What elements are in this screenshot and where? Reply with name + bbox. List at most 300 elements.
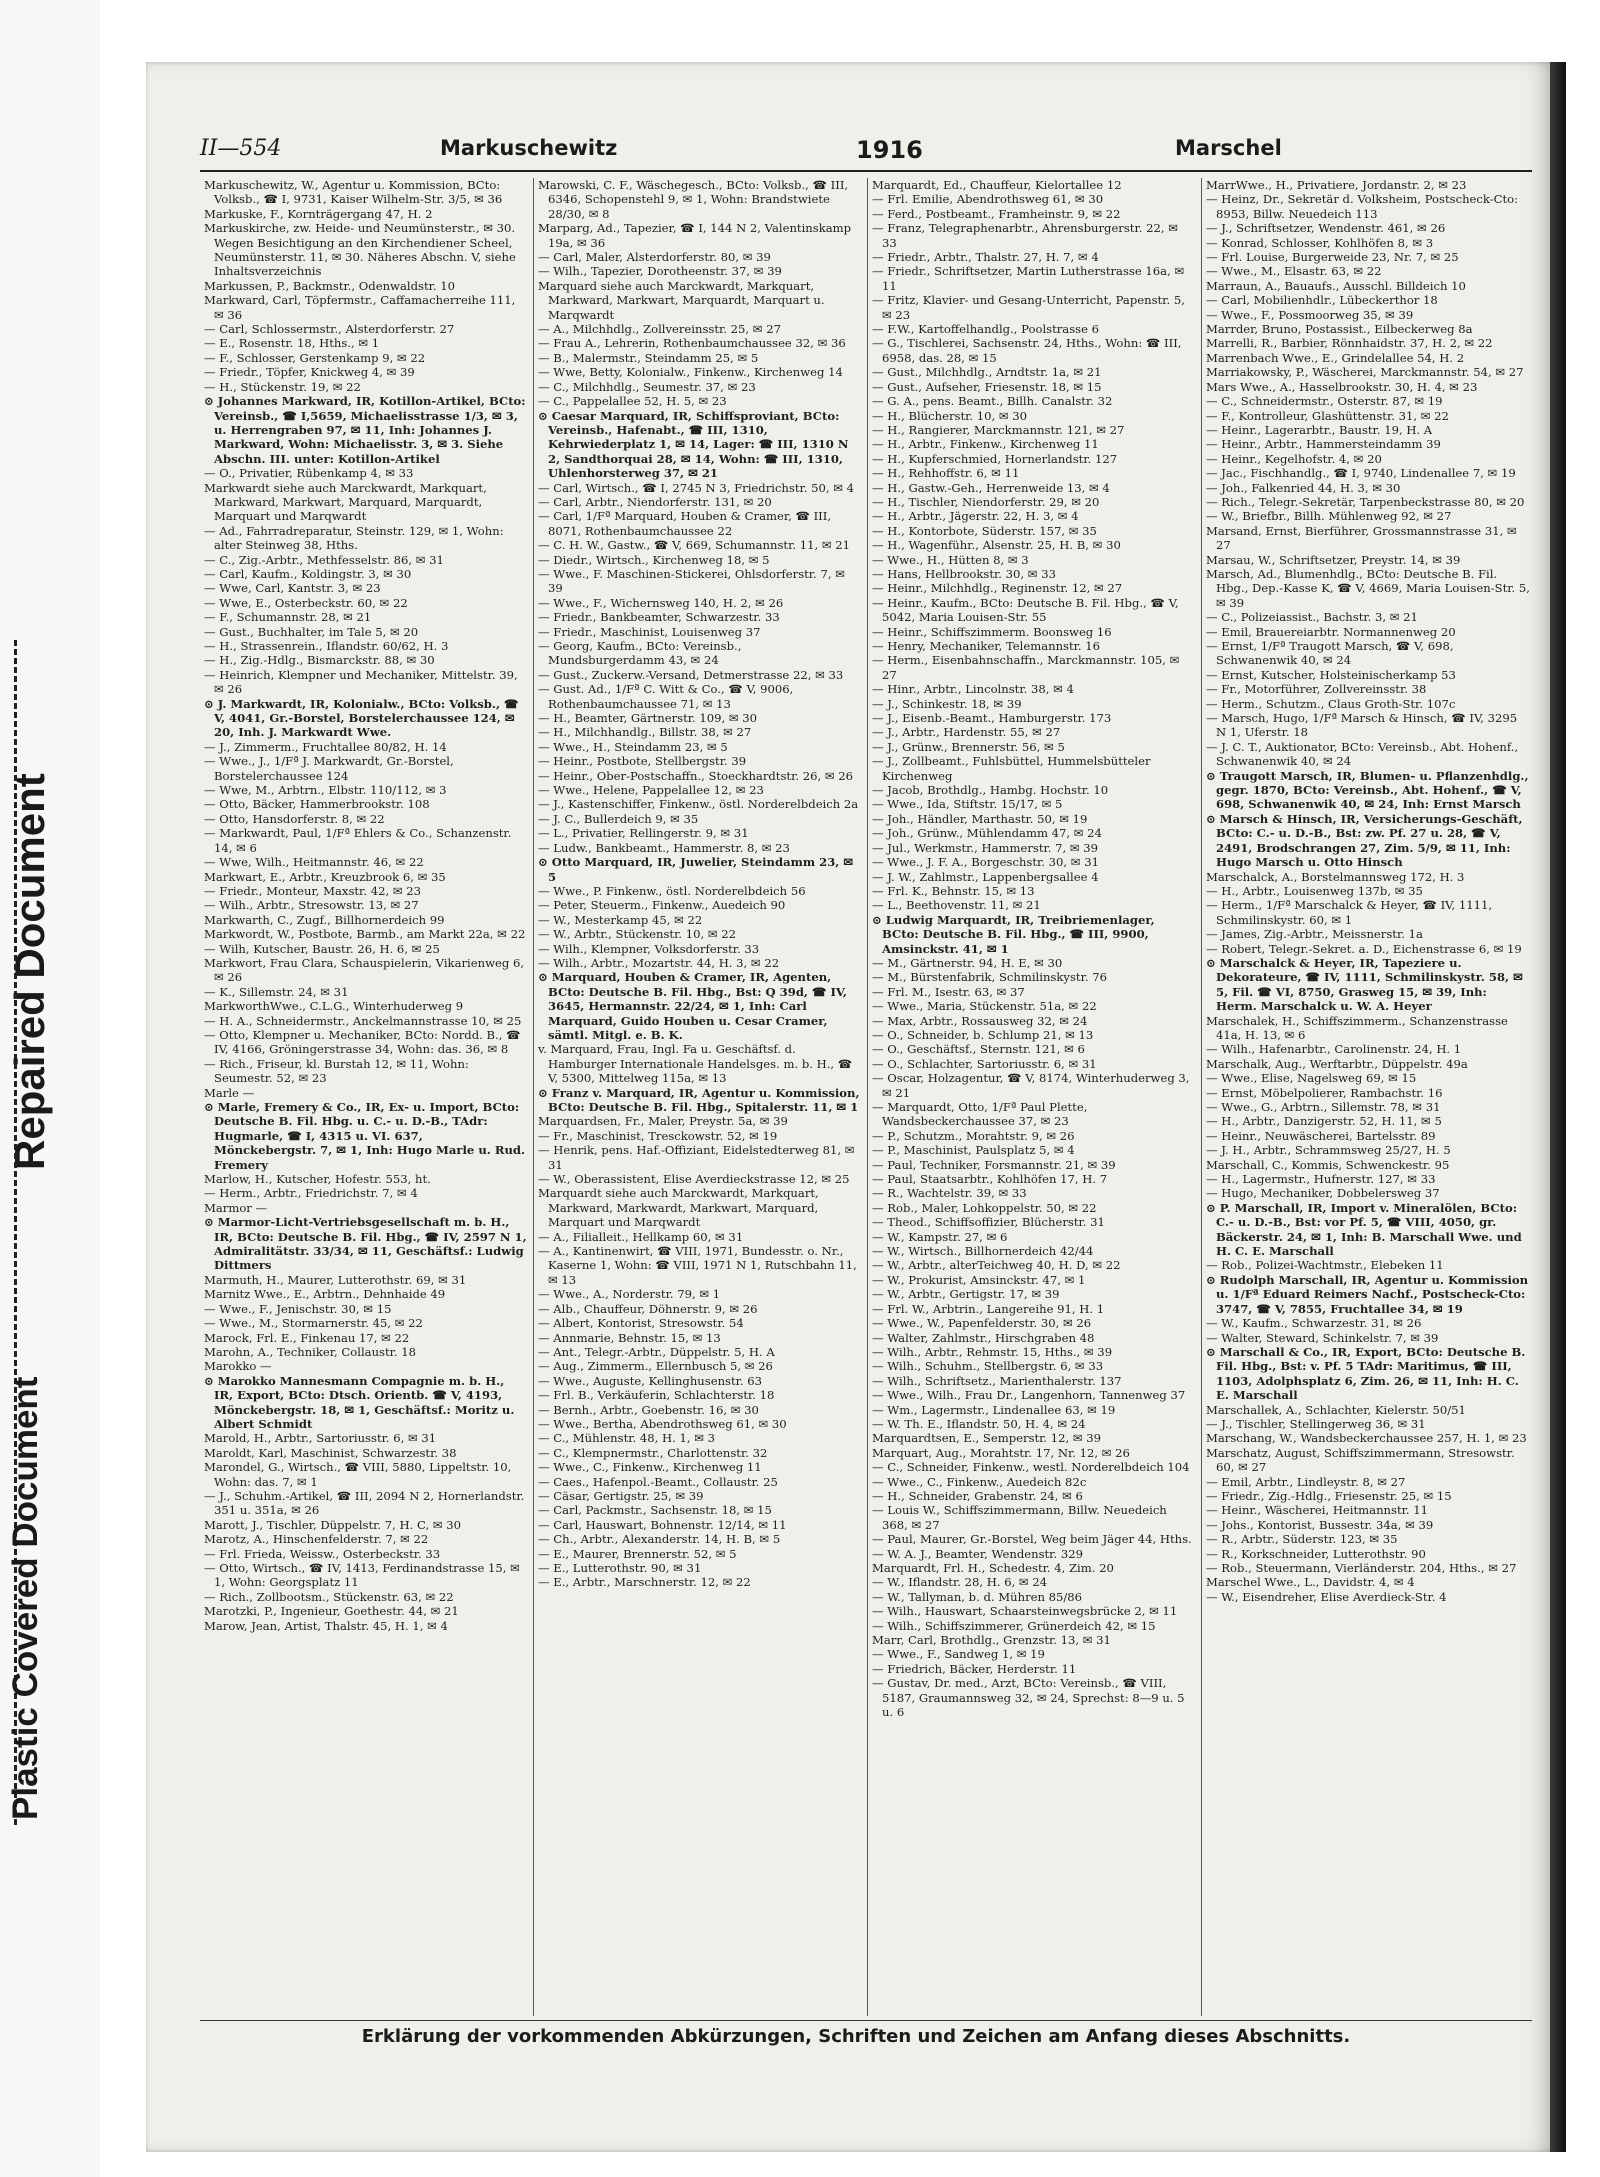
directory-entry: ⊙ Franz v. Marquard, IR, Agentur u. Kommission, BCto: Deutsche B. Fil. Hbg., Spitalerstr. 11, ✉ 1 <box>538 1085 860 1114</box>
directory-entry: — Wilh., Hauswart, Schaarsteinwegsbrücke 2, ✉ 11 <box>872 1604 1178 1619</box>
directory-entry: — J., Schuhm.-Artikel, ☎ III, 2094 N 2, Hornerlandstr. 351 u. 351a, ✉ 26 <box>204 1488 525 1518</box>
directory-entry: — Wwe., P. Finkenw., östl. Norderelbdeich 56 <box>538 883 806 898</box>
directory-entry: — H., Kupferschmied, Hornerlandstr. 127 <box>872 451 1118 466</box>
directory-entry: — Annmarie, Behnstr. 15, ✉ 13 <box>538 1330 721 1345</box>
directory-entry: — Wwe., F., Possmoorweg 35, ✉ 39 <box>1206 307 1414 322</box>
directory-entry: — Rob., Steuermann, Vierländerstr. 204, Hths., ✉ 27 <box>1206 1561 1517 1575</box>
header-rule <box>200 170 1532 172</box>
directory-entry: — C., Polizeiassist., Bachstr. 3, ✉ 21 <box>1206 610 1418 625</box>
directory-entry: — W., Briefbr., Billh. Mühlenweg 92, ✉ 27 <box>1206 509 1452 524</box>
directory-entry: — Otto, Wirtsch., ☎ IV, 1413, Ferdinandstrasse 15, ✉ 1, Wohn: Georgsplatz 11 <box>204 1561 520 1590</box>
directory-entry: — C., Schneider, Finkenw., westl. Norderelbdeich 104 <box>872 1460 1190 1475</box>
directory-entry: — C., Milchhdlg., Seumestr. 37, ✉ 23 <box>538 379 756 394</box>
directory-entry: — J., Schinkestr. 18, ✉ 39 <box>872 696 1022 711</box>
directory-entry: — Carl, Schlossermstr., Alsterdorferstr. 27 <box>204 322 455 337</box>
directory-entry: — Heinr., Kegelhofstr. 4, ✉ 20 <box>1206 451 1382 466</box>
directory-entry: — Wilh., Arbtr., Stresowstr. 13, ✉ 27 <box>204 898 419 913</box>
last-entry-word: Marschel <box>1175 136 1282 160</box>
directory-entry: ⊙ Marschall & Co., IR, Export, BCto: Deutsche B. Fil. Hbg., Bst: v. Pf. 5 TAdr: Maritimus, ☎ III, 1103, Adolphsplatz 6, Zim. 26, ✉ 11, Inh: H. C. E. Marschall <box>1206 1344 1526 1403</box>
first-entry-word: Markuschewitz <box>440 136 618 160</box>
directory-entry: — Heinr., Arbtr., Hammersteindamm 39 <box>1206 437 1441 452</box>
directory-entry: — R., Korkschneider, Lutterothstr. 90 <box>1206 1546 1426 1561</box>
directory-entry: — Carl, Mobilienhdlr., Lübeckerthor 18 <box>1206 293 1438 308</box>
directory-entry: — Wwe., J. F. A., Borgeschstr. 30, ✉ 31 <box>872 855 1099 870</box>
footer-rule <box>200 2020 1532 2021</box>
directory-column-2 <box>534 178 868 2016</box>
directory-entry: Marohn, A., Techniker, Collaustr. 18 <box>204 1344 417 1359</box>
directory-entry: Markwort, Frau Clara, Schauspielerin, Vikarienweg 6, ✉ 26 <box>204 955 525 985</box>
directory-entry: — W., Wirtsch., Billhornerdeich 42/44 <box>872 1244 1094 1259</box>
directory-entry: — Wwe., Ida, Stiftstr. 15/17, ✉ 5 <box>872 797 1063 812</box>
directory-entry: — Wilh., Klempner, Volksdorferstr. 33 <box>538 941 760 956</box>
directory-entry: — H., Rehhoffstr. 6, ✉ 11 <box>872 466 1020 481</box>
directory-entry: — J. W., Zahlmstr., Lappenbergsallee 4 <box>872 869 1099 884</box>
directory-entry: — James, Zig.-Arbtr., Meissnerstr. 1a <box>1206 927 1423 942</box>
directory-entry: — Wwe., F., Jenischstr. 30, ✉ 15 <box>204 1301 392 1316</box>
directory-entry: — Frl. K., Behnstr. 15, ✉ 13 <box>872 883 1035 898</box>
directory-entry: — H., Zig.-Hdlg., Bismarckstr. 88, ✉ 30 <box>204 653 435 668</box>
directory-entry: MarrWwe., H., Privatiere, Jordanstr. 2, ✉ 23 <box>1206 178 1467 192</box>
directory-entry: — Gust. Ad., 1/Fª C. Witt & Co., ☎ V, 9006, Rothenbaumchaussee 71, ✉ 13 <box>538 682 794 711</box>
directory-entry: ⊙ Caesar Marquard, IR, Schiffsproviant, BCto: Vereinsb., Hafenabt., ☎ III, 1310, Kehrwiederplatz 1, ✉ 14, Lager: ☎ III, 1310 N 2, Sandthorquai 28, ✉ 14, Wohn: ☎ III, 1310, Uhlenhorsterweg 37, ✉ 21 <box>538 408 849 481</box>
directory-entry: — Carl, Hauswart, Bohnenstr. 12/14, ✉ 11 <box>538 1517 787 1532</box>
directory-entry: — Ernst, Kutscher, Holsteinischerkamp 53 <box>1206 667 1456 682</box>
directory-entry: Marquard siehe auch Marckwardt, Markquart, Markward, Markwart, Marquardt, Marquart u. Marqwardt <box>538 278 825 322</box>
directory-entry: — C., Klempnermstr., Charlottenstr. 32 <box>538 1445 768 1460</box>
directory-entry: — O., Privatier, Rübenkamp 4, ✉ 33 <box>204 466 414 481</box>
directory-entry: — Fritz, Klavier- und Gesang-Unterricht, Papenstr. 5, ✉ 23 <box>872 293 1185 322</box>
directory-entry: — Wilh, Kutscher, Baustr. 26, H. 6, ✉ 25 <box>204 941 440 956</box>
directory-entry: — Wwe., F., Wichernsweg 140, H. 2, ✉ 26 <box>538 595 784 610</box>
directory-entry: Marrelli, R., Barbier, Rönnhaidstr. 37, H. 2, ✉ 22 <box>1206 336 1493 351</box>
directory-entry: Marriakowsky, P., Wäscherei, Marckmannstr. 54, ✉ 27 <box>1206 365 1524 380</box>
directory-entry: — Alb., Chauffeur, Döhnerstr. 9, ✉ 26 <box>538 1301 758 1316</box>
directory-entry: — C., Mühlenstr. 48, H. 1, ✉ 3 <box>538 1431 716 1446</box>
directory-entry: — Wwe., A., Norderstr. 79, ✉ 1 <box>538 1287 721 1302</box>
directory-entry: ⊙ Otto Marquard, IR, Juwelier, Steindamm 23, ✉ 5 <box>538 855 854 884</box>
directory-entry: — Frl. W., Arbtrin., Langereihe 91, H. 1 <box>872 1301 1105 1316</box>
directory-entry: — G., Tischlerei, Sachsenstr. 24, Hths., Wohn: ☎ III, 6958, das. 28, ✉ 15 <box>872 336 1182 365</box>
directory-entry: — W., Kaufm., Schwarzestr. 31, ✉ 26 <box>1206 1316 1422 1331</box>
directory-entry: — Oscar, Holzagentur, ☎ V, 8174, Winterhuderweg 3, ✉ 21 <box>872 1071 1190 1100</box>
directory-entry: — Frl. M., Isestr. 63, ✉ 37 <box>872 984 1025 999</box>
directory-entry: ⊙ J. Markwardt, IR, Kolonialw., BCto: Volksb., ☎ V, 4041, Gr.-Borstel, Borstelerchaussee 124, ✉ 20, Inh. J. Markwardt Wwe. <box>204 696 519 740</box>
directory-entry: — Rich., Zollbootsm., Stückenstr. 63, ✉ 22 <box>204 1589 454 1604</box>
directory-entry: — H., Schneider, Grabenstr. 24, ✉ 6 <box>872 1488 1083 1503</box>
directory-entry: Markuske, F., Kornträgergang 47, H. 2 <box>204 206 433 221</box>
directory-entry: — G. A., pens. Beamt., Billh. Canalstr. 32 <box>872 394 1113 409</box>
directory-entry: — Rob., Maler, Lohkoppelstr. 50, ✉ 22 <box>872 1200 1097 1215</box>
directory-entry: — Wwe, Wilh., Heitmannstr. 46, ✉ 22 <box>204 855 424 870</box>
directory-entry: — Cäsar, Gertigstr. 25, ✉ 39 <box>538 1488 704 1503</box>
directory-entry: — Wilh., Schriftsetz., Marienthalerstr. 137 <box>872 1373 1122 1388</box>
directory-entry: Marold, H., Arbtr., Sartoriusstr. 6, ✉ 31 <box>204 1431 437 1446</box>
directory-entry: — Wwe., H., Steindamm 23, ✉ 5 <box>538 739 728 754</box>
directory-entry: Markward, Carl, Töpfermstr., Caffamacherreihe 111, ✉ 36 <box>204 293 516 322</box>
directory-entry: — Wwe., G., Arbtrn., Sillemstr. 78, ✉ 31 <box>1206 1100 1441 1114</box>
directory-entry: Marsand, Ernst, Bierführer, Grossmannstrasse 31, ✉ 27 <box>1206 523 1517 553</box>
directory-entry: — Rich., Telegr.-Sekretär, Tarpenbeckstrasse 80, ✉ 20 <box>1206 494 1525 509</box>
scanned-page <box>146 62 1566 2152</box>
directory-entry: ⊙ Rudolph Marschall, IR, Agentur u. Kommission u. 1/Fª Eduard Reimers Nachf., Postscheck-Cto: 3747, ☎ V, 7855, Fruchtallee 34, ✉ 19 <box>1206 1272 1529 1316</box>
directory-entry: — A., Filialleit., Hellkamp 60, ✉ 31 <box>538 1229 744 1244</box>
directory-entry: — E., Lutterothstr. 90, ✉ 31 <box>538 1561 702 1575</box>
directory-entry: — Wwe., Bertha, Abendrothsweg 61, ✉ 30 <box>538 1416 787 1431</box>
directory-entry: — W., Prokurist, Amsinckstr. 47, ✉ 1 <box>872 1272 1086 1287</box>
directory-entry: — Walter, Zahlmstr., Hirschgraben 48 <box>872 1330 1095 1345</box>
directory-entry: — Carl, Maler, Alsterdorferstr. 80, ✉ 39 <box>538 250 771 265</box>
directory-entry: Mars Wwe., A., Hasselbrookstr. 30, H. 4, ✉ 23 <box>1206 379 1478 394</box>
directory-entry: — Wilh., Arbtr., Mozartstr. 44, H. 3, ✉ 22 <box>538 955 780 970</box>
directory-entry: — Ad., Fahrradreparatur, Steinstr. 129, ✉ 1, Wohn: alter Steinweg 38, Hths. <box>204 523 504 553</box>
directory-entry: — H., Gastw.-Geh., Herrenweide 13, ✉ 4 <box>872 480 1110 495</box>
directory-entry: — J., Zimmerm., Fruchtallee 80/82, H. 14 <box>204 739 447 754</box>
directory-entry: — Wwe., M., Elsastr. 63, ✉ 22 <box>1206 264 1382 279</box>
directory-entry: — W., Kampstr. 27, ✉ 6 <box>872 1229 1008 1244</box>
directory-entry: — Frl. Louise, Burgerweide 23, Nr. 7, ✉ 25 <box>1206 250 1459 265</box>
directory-entry: — C., Pappelallee 52, H. 5, ✉ 23 <box>538 394 727 409</box>
directory-entry: — C., Zig.-Arbtr., Methfesselstr. 86, ✉ 31 <box>204 552 444 567</box>
directory-entry: — J., Schriftsetzer, Wendenstr. 461, ✉ 26 <box>1206 221 1446 236</box>
directory-entry: Marokko — <box>204 1359 272 1374</box>
directory-entry: — Fr., Maschinist, Tresckowstr. 52, ✉ 19 <box>538 1128 778 1143</box>
directory-entry: — Heinr., Schiffszimmerm. Boonsweg 16 <box>872 624 1112 639</box>
repaired-document-label: Repaired Document <box>6 773 53 1170</box>
directory-entry: Marnitz Wwe., E., Arbtrn., Dehnhaide 49 <box>204 1287 446 1302</box>
directory-entry: Marr, Carl, Brothdlg., Grenzstr. 13, ✉ 31 <box>872 1633 1111 1648</box>
directory-entry: — H., Stückenstr. 19, ✉ 22 <box>204 379 361 394</box>
directory-entry: — Wilh., Hafenarbtr., Carolinenstr. 24, H. 1 <box>1206 1042 1462 1057</box>
directory-entry: — Friedr., Bankbeamter, Schwarzestr. 33 <box>538 610 780 625</box>
directory-entry: Marow, Jean, Artist, Thalstr. 45, H. 1, ✉ 4 <box>204 1618 448 1633</box>
directory-entry: Markuschewitz, W., Agentur u. Kommission, BCto: Volksb., ☎ I, 9731, Kaiser Wilhelm-Str. 3/5, ✉ 36 <box>204 178 503 207</box>
directory-entry: — J., Zollbeamt., Fuhlsbüttel, Hummelsbütteler Kirchenweg <box>872 754 1151 783</box>
directory-entry: — W., Arbtr., Gertigstr. 17, ✉ 39 <box>872 1287 1060 1302</box>
directory-entry: — Gust., Buchhalter, im Tale 5, ✉ 20 <box>204 624 419 639</box>
directory-entry: — W. A. J., Beamter, Wendenstr. 329 <box>872 1546 1083 1561</box>
directory-entry: — Wilh., Tapezier, Dorotheenstr. 37, ✉ 39 <box>538 264 782 279</box>
directory-entry: — Otto, Bäcker, Hammerbrookstr. 108 <box>204 797 430 812</box>
directory-entry: Markwardt siehe auch Marckwardt, Markquart, Markward, Markwart, Marquard, Marquardt, Marquart und Marqwardt <box>204 480 487 524</box>
directory-entry: — J. C. T., Auktionator, BCto: Vereinsb., Abt. Hohenf., Schwanenwik 40, ✉ 24 <box>1206 739 1519 769</box>
directory-entry: — K., Sillemstr. 24, ✉ 31 <box>204 984 349 999</box>
directory-entry: — F., Kontrolleur, Glashüttenstr. 31, ✉ 22 <box>1206 408 1449 423</box>
directory-entry: — Joh., Grünw., Mühlendamm 47, ✉ 24 <box>872 826 1102 841</box>
directory-entry: — C. H. W., Gastw., ☎ V, 669, Schumannstr. 11, ✉ 21 <box>538 538 850 553</box>
directory-entry: — Carl, Kaufm., Koldingstr. 3, ✉ 30 <box>204 566 412 581</box>
directory-entry: Marschalck, A., Borstelmannsweg 172, H. 3 <box>1206 869 1465 884</box>
directory-entry: — Hugo, Mechaniker, Dobbelersweg 37 <box>1206 1186 1440 1201</box>
directory-entry: — H. A., Schneidermstr., Anckelmannstrasse 10, ✉ 25 <box>204 1013 522 1028</box>
directory-entry: — R., Arbtr., Süderstr. 123, ✉ 35 <box>1206 1532 1398 1547</box>
directory-entry: — Friedr., Monteur, Maxstr. 42, ✉ 23 <box>204 883 421 898</box>
directory-entry: — H., Strassenrein., Iflandstr. 60/62, H. 3 <box>204 639 449 653</box>
directory-entry: — M., Gärtnerstr. 94, H. E, ✉ 30 <box>872 955 1063 970</box>
directory-entry: — Heinr., Kaufm., BCto: Deutsche B. Fil. Hbg., ☎ V, 5042, Maria Louisen-Str. 55 <box>872 595 1179 625</box>
directory-entry: Marparg, Ad., Tapezier, ☎ I, 144 N 2, Valentinskamp 19a, ✉ 36 <box>538 221 852 250</box>
directory-entry: — Paul, Techniker, Forsmannstr. 21, ✉ 39 <box>872 1157 1116 1172</box>
directory-entry: — O., Schneider, b. Schlump 21, ✉ 13 <box>872 1027 1094 1042</box>
directory-entry: Markwordt, W., Postbote, Barmb., am Markt 22a, ✉ 22 <box>204 927 526 942</box>
directory-entry: — Jac., Fischhandlg., ☎ I, 9740, Lindenallee 7, ✉ 19 <box>1206 466 1516 481</box>
directory-entry: — Emil, Arbtr., Lindleystr. 8, ✉ 27 <box>1206 1474 1406 1489</box>
directory-entry: — R., Wachtelstr. 39, ✉ 33 <box>872 1186 1027 1201</box>
page-header <box>200 136 1528 170</box>
directory-entry: — H., Blücherstr. 10, ✉ 30 <box>872 408 1028 423</box>
directory-entry: Marsch, Ad., Blumenhdlg., BCto: Deutsche B. Fil. Hbg., Dep.-Kasse K, ☎ V, 4669, Maria Louisen-Str. 5, ✉ 39 <box>1206 566 1530 610</box>
directory-entry: — Wm., Lagermstr., Lindenallee 63, ✉ 19 <box>872 1402 1116 1417</box>
directory-entry: — Aug., Zimmerm., Ellernbusch 5, ✉ 26 <box>538 1359 773 1374</box>
directory-entry: — J., Arbtr., Hardenstr. 55, ✉ 27 <box>872 725 1061 740</box>
directory-entry: — Friedr., Töpfer, Knickweg 4, ✉ 39 <box>204 365 415 380</box>
directory-entry: — A., Kantinenwirt, ☎ VIII, 1971, Bundesstr. o. Nr., Kaserne 1, Wohn: ☎ VIII, 1971 N 1, Rutschbahn 11, ✉ 13 <box>538 1244 857 1287</box>
directory-entry: — W., Iflandstr. 28, H. 6, ✉ 24 <box>872 1575 1048 1590</box>
directory-entry: — Theod., Schiffsoffizier, Blücherstr. 31 <box>872 1215 1105 1230</box>
directory-entry: — Heinr., Postbote, Stellbergstr. 39 <box>538 754 747 769</box>
directory-entry: — W., Tallyman, b. d. Mühren 85/86 <box>872 1589 1083 1604</box>
directory-entry: — Herm., Arbtr., Friedrichstr. 7, ✉ 4 <box>204 1186 418 1201</box>
directory-entry: — F., Schumannstr. 28, ✉ 21 <box>204 610 372 625</box>
directory-entry: Marmuth, H., Maurer, Lutterothstr. 69, ✉ 31 <box>204 1272 467 1287</box>
directory-entry: — Friedrich, Bäcker, Herderstr. 11 <box>872 1661 1077 1676</box>
directory-entry: Marmor — <box>204 1200 268 1215</box>
directory-entry: Marlow, H., Kutscher, Hofestr. 553, ht. <box>204 1172 431 1187</box>
directory-entry: — O., Geschäftsf., Sternstr. 121, ✉ 6 <box>872 1042 1085 1057</box>
directory-entry: — Joh., Händler, Marthastr. 50, ✉ 19 <box>872 811 1088 826</box>
directory-entry: — H., Arbtr., Louisenweg 137b, ✉ 35 <box>1206 883 1423 898</box>
directory-entry: Markussen, P., Backmstr., Odenwaldstr. 10 <box>204 278 456 293</box>
directory-entry: — Wwe., F. Maschinen-Stickerei, Ohlsdorferstr. 7, ✉ 39 <box>538 566 845 596</box>
directory-entry: — P., Schutzm., Morahtstr. 9, ✉ 26 <box>872 1128 1075 1143</box>
directory-entry: — Friedr., Zig.-Hdlg., Friesenstr. 25, ✉ 15 <box>1206 1488 1452 1503</box>
directory-entry: Marquardt, Ed., Chauffeur, Kielortallee 12 <box>872 178 1122 192</box>
directory-entry: — Wwe., J., 1/Fª J. Markwardt, Gr.-Borstel, Borstelerchaussee 124 <box>204 754 454 783</box>
directory-entry: — B., Malermstr., Steindamm 25, ✉ 5 <box>538 350 759 365</box>
directory-entry: — Walter, Steward, Schinkelstr. 7, ✉ 39 <box>1206 1330 1439 1345</box>
directory-entry: — Herm., Eisenbahnschaffn., Marckmannstr. 105, ✉ 27 <box>872 653 1180 682</box>
directory-entry: Marquart, Aug., Morahtstr. 17, Nr. 12, ✉ 26 <box>872 1445 1130 1460</box>
directory-entry: — Friedr., Maschinist, Louisenweg 37 <box>538 624 761 639</box>
directory-entry: — Wwe., C., Finkenw., Kirchenweg 11 <box>538 1460 762 1475</box>
directory-entry: — Diedr., Wirtsch., Kirchenweg 18, ✉ 5 <box>538 552 770 567</box>
directory-entry: — Ch., Arbtr., Alexanderstr. 14, H. B, ✉ 5 <box>538 1532 781 1547</box>
directory-entry: — H., Beamter, Gärtnerstr. 109, ✉ 30 <box>538 711 758 726</box>
directory-entry: — F., Schlosser, Gerstenkamp 9, ✉ 22 <box>204 350 426 365</box>
directory-entry: — Marsch, Hugo, 1/Fª Marsch & Hinsch, ☎ IV, 3295 N 1, Uferstr. 18 <box>1206 711 1518 740</box>
directory-entry: Marschel Wwe., L., Davidstr. 4, ✉ 4 <box>1206 1575 1415 1590</box>
directory-entry: — H., Lagermstr., Hufnerstr. 127, ✉ 33 <box>1206 1172 1436 1187</box>
directory-entry: Marschatz, August, Schiffszimmermann, Stresowstr. 60, ✉ 27 <box>1206 1445 1515 1475</box>
directory-entry: — Wilh., Schuhm., Stellbergstr. 6, ✉ 33 <box>872 1359 1104 1374</box>
directory-entry: — Fr., Motorführer, Zollvereinsstr. 38 <box>1206 682 1427 697</box>
directory-entry: — Wwe, Betty, Kolonialw., Finkenw., Kirchenweg 14 <box>538 365 843 380</box>
directory-entry: — Friedr., Schriftsetzer, Martin Lutherstrasse 16a, ✉ 11 <box>872 264 1185 293</box>
directory-entry: — Wwe., W., Papenfelderstr. 30, ✉ 26 <box>872 1316 1092 1331</box>
directory-entry: — Wwe., M., Stormarnerstr. 45, ✉ 22 <box>204 1316 423 1331</box>
directory-entry: — Wwe., H., Hütten 8, ✉ 3 <box>872 552 1029 567</box>
directory-entry: — H., Rangierer, Marckmannstr. 121, ✉ 27 <box>872 422 1125 437</box>
directory-entry: — Carl, Packmstr., Sachsenstr. 18, ✉ 15 <box>538 1503 772 1518</box>
directory-entry: — Ernst, Möbelpolierer, Rambachstr. 16 <box>1206 1085 1443 1100</box>
directory-entry: — Wwe, Carl, Kantstr. 3, ✉ 23 <box>204 581 381 596</box>
directory-entry: — Jul., Werkmstr., Hammerstr. 7, ✉ 39 <box>872 840 1099 855</box>
directory-entry: ⊙ Marmor-Licht-Vertriebsgesellschaft m. b. H., IR, BCto: Deutsche B. Fil. Hbg., ☎ IV, 2597 N 1, Admiralitätstr. 33/34, ✉ 11, Geschäftsf.: Ludwig Dittmers <box>204 1215 527 1273</box>
directory-entry: — Franz, Telegraphenarbtr., Ahrensburgerstr. 22, ✉ 33 <box>872 221 1178 250</box>
directory-entry: Marock, Frl. E., Finkenau 17, ✉ 22 <box>204 1330 410 1345</box>
directory-entry: — Wwe., Helene, Pappelallee 12, ✉ 23 <box>538 783 764 798</box>
directory-entry: — Otto, Klempner u. Mechaniker, BCto: Nordd. B., ☎ IV, 4166, Gröningerstrasse 34, Wohn: das. 36, ✉ 8 <box>204 1027 521 1057</box>
directory-entry: — J., Grünw., Brennerstr. 56, ✉ 5 <box>872 739 1065 754</box>
directory-entry: — Ferd., Postbeamt., Framheinstr. 9, ✉ 22 <box>872 206 1121 221</box>
directory-entry: — Ernst, 1/Fª Traugott Marsch, ☎ V, 698, Schwanenwik 40, ✉ 24 <box>1206 639 1454 668</box>
directory-entry: ⊙ Marle, Fremery & Co., IR, Ex- u. Import, BCto: Deutsche B. Fil. Hbg. u. C.- u. D.-B., TAdr: Hugmarle, ☎ I, 4315 u. VI. 637, Mönckebergstr. 7, ✉ 1, Inh: Hugo Marle u. Rud. Fremery <box>204 1100 526 1172</box>
directory-entry: — W., Arbtr., Stückenstr. 10, ✉ 22 <box>538 927 736 942</box>
directory-year: 1916 <box>856 136 923 164</box>
plastic-covered-document-label: Plastic Covered Document <box>6 1376 45 1820</box>
directory-entry: — Wwe., Auguste, Kellinghusenstr. 63 <box>538 1373 763 1388</box>
directory-entry: Marquardt, Frl. H., Schedestr. 4, Zim. 20 <box>872 1561 1114 1575</box>
directory-entry: — W., Eisendreher, Elise Averdieck-Str. 4 <box>1206 1589 1447 1604</box>
directory-entry: — Ant., Telegr.-Arbtr., Düppelstr. 5, H. A <box>538 1344 775 1359</box>
directory-entry: — Rob., Polizei-Wachtmstr., Elebeken 11 <box>1206 1258 1444 1273</box>
directory-entry: — Joh., Falkenried 44, H. 3, ✉ 30 <box>1206 480 1401 495</box>
directory-entry: — E., Arbtr., Marschnerstr. 12, ✉ 22 <box>538 1575 751 1590</box>
directory-entry: — Markwardt, Paul, 1/Fª Ehlers & Co., Schanzenstr. 14, ✉ 6 <box>204 826 512 855</box>
directory-entry: Marquardtsen, E., Semperstr. 12, ✉ 39 <box>872 1431 1102 1446</box>
directory-entry: ⊙ Johannes Markward, IR, Kotillon-Artikel, BCto: Vereinsb., ☎ I,5659, Michaelisstrasse 1/3, ✉ 3, u. Herrengraben 97, ✉ 11, Inh: Johannes J. Markward, Wohn: Michaelisstr. 3, ✉ 3. Siehe Abschn. III. unter: Kotillon-Artikel <box>204 394 526 466</box>
directory-entry: Marschallek, A., Schlachter, Kielerstr. 50/51 <box>1206 1402 1466 1417</box>
directory-entry: — Gust., Zuckerw.-Versand, Detmerstrasse 22, ✉ 33 <box>538 667 844 682</box>
directory-entry: — P., Maschinist, Paulsplatz 5, ✉ 4 <box>872 1143 1075 1158</box>
directory-entry: — Henrik, pens. Haf.-Offiziant, Eidelstedterweg 81, ✉ 31 <box>538 1143 855 1172</box>
directory-column-1 <box>200 178 534 2016</box>
directory-entry: Marrenbach Wwe., E., Grindelallee 54, H. 2 <box>1206 350 1465 365</box>
directory-entry: — C., Schneidermstr., Osterstr. 87, ✉ 19 <box>1206 394 1443 409</box>
directory-entry: — Paul, Maurer, Gr.-Borstel, Weg beim Jäger 44, Hths. <box>872 1532 1192 1547</box>
directory-entry: Marowski, C. F., Wäschegesch., BCto: Volksb., ☎ III, 6346, Schopenstehl 9, ✉ 1, Wohn: Brandstwiete 28/30, ✉ 8 <box>538 178 849 221</box>
directory-entry: Marrder, Bruno, Postassist., Eilbeckerweg 8a <box>1206 322 1473 337</box>
directory-entry: — E., Rosenstr. 18, Hths., ✉ 1 <box>204 336 380 351</box>
directory-entry: — Carl, 1/Fª Marquard, Houben & Cramer, ☎ III, 8071, Rothenbaumchaussee 22 <box>538 509 832 538</box>
directory-entry: — Henry, Mechaniker, Telemannstr. 16 <box>872 639 1101 653</box>
directory-entry: Marsau, W., Schriftsetzer, Preystr. 14, ✉ 39 <box>1206 552 1461 567</box>
directory-entry: — J. C., Bullerdeich 9, ✉ 35 <box>538 811 699 826</box>
directory-entry: Marraun, A., Bauaufs., Ausschl. Billdeich 10 <box>1206 278 1466 293</box>
directory-entry: — H., Arbtr., Finkenw., Kirchenweg 11 <box>872 437 1099 452</box>
directory-column-4 <box>1202 178 1536 2016</box>
directory-entry: — Herm., 1/Fª Marschalck & Heyer, ☎ IV, 1111, Schmilinskystr. 60, ✉ 1 <box>1206 898 1493 927</box>
directory-entry: — W. Th. E., Iflandstr. 50, H. 4, ✉ 24 <box>872 1416 1086 1431</box>
directory-entry: ⊙ Marquard, Houben & Cramer, IR, Agenten, BCto: Deutsche B. Fil. Hbg., Bst: Q 39d, ☎ IV, 3645, Hermannstr. 22/24, ✉ 1, Inh: Carl Marquard, Guido Houben u. Cesar Cramer, sämtl. Mitgl. e. B. K. <box>538 970 847 1042</box>
directory-entry: — Wwe., Elise, Nagelsweg 69, ✉ 15 <box>1206 1071 1417 1086</box>
directory-entry: — Max, Arbtr., Rossausweg 32, ✉ 24 <box>872 1013 1088 1028</box>
directory-entry: — Rich., Friseur, kl. Burstah 12, ✉ 11, Wohn: Seumestr. 52, ✉ 23 <box>204 1056 469 1086</box>
directory-entry: Markwart, E., Arbtr., Kreuzbrook 6, ✉ 35 <box>204 869 446 884</box>
directory-entry: Marquardt siehe auch Marckwardt, Markquart, Markward, Markwardt, Markwart, Marquard, Marquart und Marqwardt <box>538 1186 819 1230</box>
directory-entry: ⊙ Traugott Marsch, IR, Blumen- u. Pflanzenhdlg., gegr. 1870, BCto: Vereinsb., Abt. Hohenf., ☎ V, 698, Schwanenwik 40, ✉ 24, Inh: Ernst Marsch <box>1206 768 1529 812</box>
directory-entry: — Emil, Brauereiarbtr. Normannenweg 20 <box>1206 624 1456 639</box>
directory-entry: — Robert, Telegr.-Sekret. a. D., Eichenstrasse 6, ✉ 19 <box>1206 941 1522 956</box>
directory-entry: MarkworthWwe., C.L.G., Winterhuderweg 9 <box>204 999 464 1014</box>
directory-entry: — E., Maurer, Brennerstr. 52, ✉ 5 <box>538 1546 737 1561</box>
directory-entry: ⊙ P. Marschall, IR, Import v. Mineralölen, BCto: C.- u. D.-B., Bst: vor Pf. 5, ☎ VIII, 4050, gr. Bäckerstr. 24, ✉ 1, Inh: B. Marschall Wwe. und H. C. E. Marschall <box>1206 1200 1522 1259</box>
directory-entry: — Hinr., Arbtr., Lincolnstr. 38, ✉ 4 <box>872 682 1074 697</box>
directory-entry: ⊙ Marschalck & Heyer, IR, Tapeziere u. Dekorateure, ☎ IV, 1111, Schmilinskystr. 58, ✉ 5, Fil. ☎ VI, 8750, Grasweg 15, ✉ 39, Inh: Herm. Marschalck u. W. A. Heyer <box>1206 955 1523 1014</box>
page-edge-shadow <box>1550 62 1566 2152</box>
directory-entry: — Frl. Frieda, Weissw., Osterbeckstr. 33 <box>204 1546 441 1561</box>
directory-entry: Marschall, C., Kommis, Schwenckestr. 95 <box>1206 1157 1450 1172</box>
directory-entry: — J. H., Arbtr., Schrammsweg 25/27, H. 5 <box>1206 1143 1451 1158</box>
directory-entry: — H., Arbtr., Danzigerstr. 52, H. 11, ✉ 5 <box>1206 1114 1442 1129</box>
directory-entry: — Gust., Milchhdlg., Arndtstr. 1a, ✉ 21 <box>872 365 1102 380</box>
directory-entry: — Gust., Aufseher, Friesenstr. 18, ✉ 15 <box>872 379 1102 394</box>
directory-entry: — H., Arbtr., Jägerstr. 22, H. 3, ✉ 4 <box>872 509 1079 524</box>
directory-entry: Marle — <box>204 1085 255 1100</box>
directory-entry: — Wilh., Schiffszimmerer, Grünerdeich 42, ✉ 15 <box>872 1618 1156 1633</box>
directory-entry: — O., Schlachter, Sartoriusstr. 6, ✉ 31 <box>872 1056 1097 1071</box>
directory-entry: — Jacob, Brothdlg., Hambg. Hochstr. 10 <box>872 783 1109 798</box>
directory-entry: — Heinrich, Klempner und Mechaniker, Mittelstr. 39, ✉ 26 <box>204 667 518 697</box>
directory-entry: — Wwe., Wilh., Frau Dr., Langenhorn, Tannenweg 37 <box>872 1388 1186 1403</box>
directory-entry: — M., Bürstenfabrik, Schmilinskystr. 76 <box>872 970 1107 985</box>
directory-entry: Marschalk, Aug., Werftarbtr., Düppelstr. 49a <box>1206 1056 1468 1071</box>
directory-entry: Markuskirche, zw. Heide- und Neumünsterstr., ✉ 30. Wegen Besichtigung an den Kirchendiener Scheel, Neumünsterstr. 11, ✉ 30. Näheres Abschn. V, siehe Inhaltsverzeichnis <box>204 221 516 279</box>
directory-entry: Marott, J., Tischler, Düppelstr. 7, H. C, ✉ 30 <box>204 1517 461 1532</box>
directory-entry: — H., Tischler, Niendorferstr. 29, ✉ 20 <box>872 494 1100 509</box>
directory-entry: Marquardsen, Fr., Maler, Preystr. 5a, ✉ 39 <box>538 1114 788 1129</box>
directory-entry: — Heinr., Lagerarbtr., Baustr. 19, H. A <box>1206 422 1433 437</box>
directory-entry: — Frl. B., Verkäuferin, Schlachterstr. 18 <box>538 1388 775 1403</box>
directory-entry: Marotz, A., Hinschenfelderstr. 7, ✉ 22 <box>204 1532 429 1547</box>
directory-entry: — W., Arbtr., alterTeichweg 40, H. D, ✉ 22 <box>872 1258 1121 1273</box>
directory-entry: — Konrad, Schlosser, Kohlhöfen 8, ✉ 3 <box>1206 235 1434 250</box>
directory-entry: — Frau A., Lehrerin, Rothenbaumchaussee 32, ✉ 36 <box>538 336 846 351</box>
directory-entry: — Wwe., C., Finkenw., Auedeich 82c <box>872 1474 1087 1489</box>
directory-entry: — Friedr., Arbtr., Thalstr. 27, H. 7, ✉ 4 <box>872 250 1099 265</box>
directory-entry: — J., Eisenb.-Beamt., Hamburgerstr. 173 <box>872 711 1112 726</box>
directory-entry: — Otto, Hansdorferstr. 8, ✉ 22 <box>204 811 385 826</box>
directory-entry: Marondel, G., Wirtsch., ☎ VIII, 5880, Lippeltstr. 10, Wohn: das. 7, ✉ 1 <box>204 1460 512 1489</box>
footer-note: Erklärung der vorkommenden Abkürzungen, Schriften und Zeichen am Anfang dieses Abschnitts. <box>361 2026 1351 2047</box>
directory-entry: — Johs., Kontorist, Bussestr. 34a, ✉ 39 <box>1206 1517 1434 1532</box>
directory-entry: — Bernh., Arbtr., Goebenstr. 16, ✉ 30 <box>538 1402 759 1417</box>
directory-entry: — Heinr., Milchhdlg., Reginenstr. 12, ✉ 27 <box>872 581 1123 596</box>
directory-entry: — Paul, Staatsarbtr., Kohlhöfen 17, H. 7 <box>872 1172 1108 1187</box>
directory-column-3 <box>868 178 1202 2016</box>
directory-entry: — Ludw., Bankbeamt., Hammerstr. 8, ✉ 23 <box>538 840 790 855</box>
directory-entry: — J., Tischler, Stellingerweg 36, ✉ 31 <box>1206 1416 1426 1431</box>
directory-entry: — H., Wagenführ., Alsenstr. 25, H. B, ✉ 30 <box>872 538 1121 553</box>
directory-entry: — Peter, Steuerm., Finkenw., Auedeich 90 <box>538 898 786 913</box>
directory-entry: — Marquardt, Otto, 1/Fª Paul Plette, Wandsbeckerchaussee 37, ✉ 23 <box>872 1100 1088 1129</box>
directory-entry: — Heinr., Neuwäscherei, Bartelsstr. 89 <box>1206 1128 1436 1143</box>
directory-entry: — Wwe., F., Sandweg 1, ✉ 19 <box>872 1647 1045 1662</box>
directory-entry: — Caes., Hafenpol.-Beamt., Collaustr. 25 <box>538 1474 778 1489</box>
directory-entry: Maroldt, Karl, Maschinist, Schwarzestr. 38 <box>204 1445 457 1460</box>
directory-entry: — A., Milchhdlg., Zollvereinsstr. 25, ✉ 27 <box>538 322 781 337</box>
directory-entry: ⊙ Marokko Mannesmann Compagnie m. b. H., IR, Export, BCto: Dtsch. Orientb. ☎ V, 4193, Mönckebergstr. 18, ✉ 1, Geschäftsf.: Moritz u. Albert Schmidt <box>204 1373 515 1431</box>
directory-entry: Marotzki, P., Ingenieur, Goethestr. 44, ✉ 21 <box>204 1604 459 1619</box>
directory-entry: — L., Privatier, Rellingerstr. 9, ✉ 31 <box>538 826 749 841</box>
left-margin <box>0 0 100 2177</box>
directory-entry: — Heinr., Wäscherei, Heitmannstr. 11 <box>1206 1503 1429 1518</box>
directory-entry: — Gustav, Dr. med., Arzt, BCto: Vereinsb., ☎ VIII, 5187, Graumannsweg 32, ✉ 24, Sprechst: 8—9 u. 5 u. 6 <box>872 1676 1185 1720</box>
directory-entry: — J., Kastenschiffer, Finkenw., östl. Norderelbdeich 2a <box>538 797 859 812</box>
directory-entry: Marschang, W., Wandsbeckerchaussee 257, H. 1, ✉ 23 <box>1206 1431 1527 1446</box>
directory-entry: ⊙ Ludwig Marquardt, IR, Treibriemenlager, BCto: Deutsche B. Fil. Hbg., ☎ III, 9900, Amsinckstr. 41, ✉ 1 <box>872 912 1155 956</box>
directory-entry: — Georg, Kaufm., BCto: Vereinsb., Mundsburgerdamm 43, ✉ 24 <box>538 639 742 668</box>
directory-entry: — Herm., Schutzm., Claus Groth-Str. 107c <box>1206 696 1456 711</box>
